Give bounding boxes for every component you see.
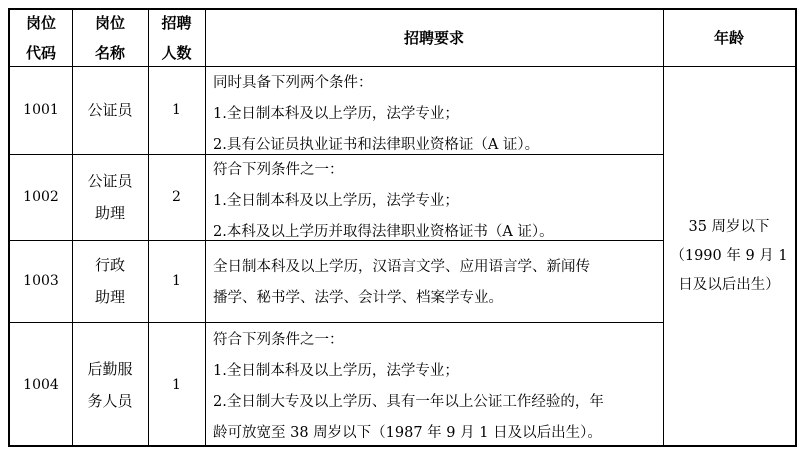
header-position-code: 岗位 代码 — [25, 14, 56, 62]
recruitment-table — [8, 8, 797, 447]
row-1-requirements: 同时具备下列两个条件： 1.全日制本科及以上学历，法学专业； 2.具有公证员执业证书和法律职业资格证（A 证）。 — [213, 75, 540, 153]
header-age: 年龄 — [713, 29, 744, 47]
header-position-name: 岗位 名称 — [94, 14, 125, 62]
row-3-requirements: 全日制本科及以上学历，汉语言文学、应用语言学、新闻传 播学、秘书学、法学、会计学、档案学专业。 — [213, 259, 590, 306]
row-2-requirements: 符合下列条件之一： 1.全日制本科及以上学历，法学专业； 2.本科及以上学历并取得法律职业资格证书（A 证）。 — [213, 162, 554, 240]
row-2-code: 1002 — [23, 189, 59, 205]
row-1-name: 公证员 — [87, 101, 133, 119]
row-3-count: 1 — [172, 273, 181, 289]
row-4-requirements: 符合下列条件之一： 1.全日制本科及以上学历，法学专业； 2.全日制大专及以上学历、具有一年以上公证工作经验的，年 龄可放宽至 38 周岁以下（1987 年 9 月 1 日及以后出生）。 — [213, 332, 604, 441]
row-4-name: 后勤服 务人员 — [87, 359, 133, 410]
row-4-count: 1 — [172, 376, 181, 393]
row-3-name: 行政 助理 — [94, 256, 125, 306]
row-1-count: 1 — [172, 102, 181, 118]
row-2-count: 2 — [172, 189, 181, 205]
age-requirement-cell: 35 周岁以下 （1990 年 9 月 1 日及以后出生） — [670, 219, 788, 293]
header-requirements: 招聘要求 — [403, 29, 464, 47]
row-1-code: 1001 — [23, 102, 59, 118]
row-4-code: 1004 — [23, 376, 59, 393]
row-2-name: 公证员 助理 — [87, 172, 133, 222]
row-3-code: 1003 — [23, 273, 59, 289]
header-hire-count: 招聘 人数 — [161, 14, 192, 62]
